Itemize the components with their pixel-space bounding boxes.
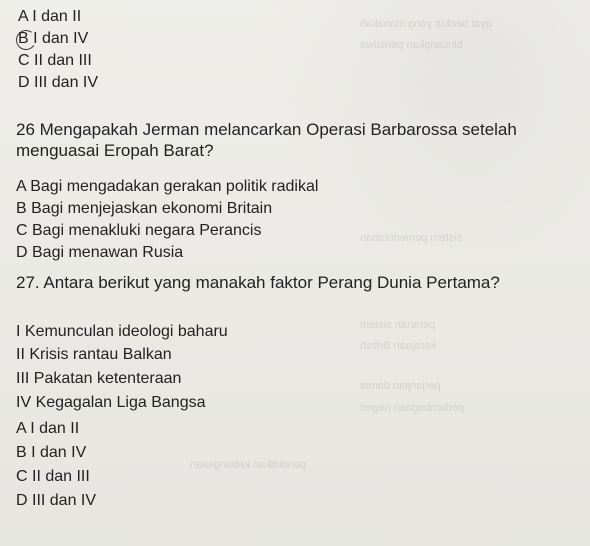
q27-statement-iii: III Pakatan ketenteraan <box>16 370 182 387</box>
q27-option-a: A I dan II <box>16 420 80 437</box>
q27-option-c: C II dan III <box>16 468 90 485</box>
bleed-through-text-5: kerajaan British <box>360 340 436 352</box>
question-26-line-2: menguasai Eropah Barat? <box>16 141 214 160</box>
option-a-block1: A I dan II <box>18 8 82 25</box>
q27-option-d: D III dan IV <box>16 492 97 509</box>
question-26-line-1: 26 Mengapakah Jerman melancarkan Operasi Barbarossa setelah <box>16 120 517 139</box>
q26-option-d: D Bagi menawan Rusia <box>16 244 184 261</box>
option-c-block1: C II dan III <box>18 52 92 69</box>
question-27: 27. Antara berikut yang manakah faktor Perang Dunia Pertama? <box>16 273 500 292</box>
q26-option-b: B Bagi menjejaskan ekonomi Britain <box>16 200 273 217</box>
q27-statement-i: I Kemunculan ideologi baharu <box>16 323 228 340</box>
bleed-through-text-6: perjanjian damai <box>360 380 441 392</box>
bleed-through-text-3: sistem pemerintahan <box>360 232 463 244</box>
option-b-block1: B I dan IV <box>18 30 89 47</box>
bleed-through-text-8: pendidikan kebangsaan <box>190 459 307 471</box>
bleed-through-text-1: ayat berikut yang manakah <box>360 18 493 30</box>
q27-statement-iv: IV Kegagalan Liga Bangsa <box>16 394 206 411</box>
q27-option-b: B I dan IV <box>16 444 87 461</box>
option-d-block1: D III dan IV <box>18 74 99 91</box>
bleed-through-text-2: bincangkan peristiwa <box>360 39 463 51</box>
bleed-through-text-7: perlembagaan negeri <box>360 402 464 414</box>
bleed-through-text-4: peranan sistem <box>360 319 436 331</box>
q26-option-c: C Bagi menakluki negara Perancis <box>16 222 262 239</box>
q27-statement-ii: II Krisis rantau Balkan <box>16 346 172 363</box>
q26-option-a: A Bagi mengadakan gerakan politik radikal <box>16 178 319 195</box>
